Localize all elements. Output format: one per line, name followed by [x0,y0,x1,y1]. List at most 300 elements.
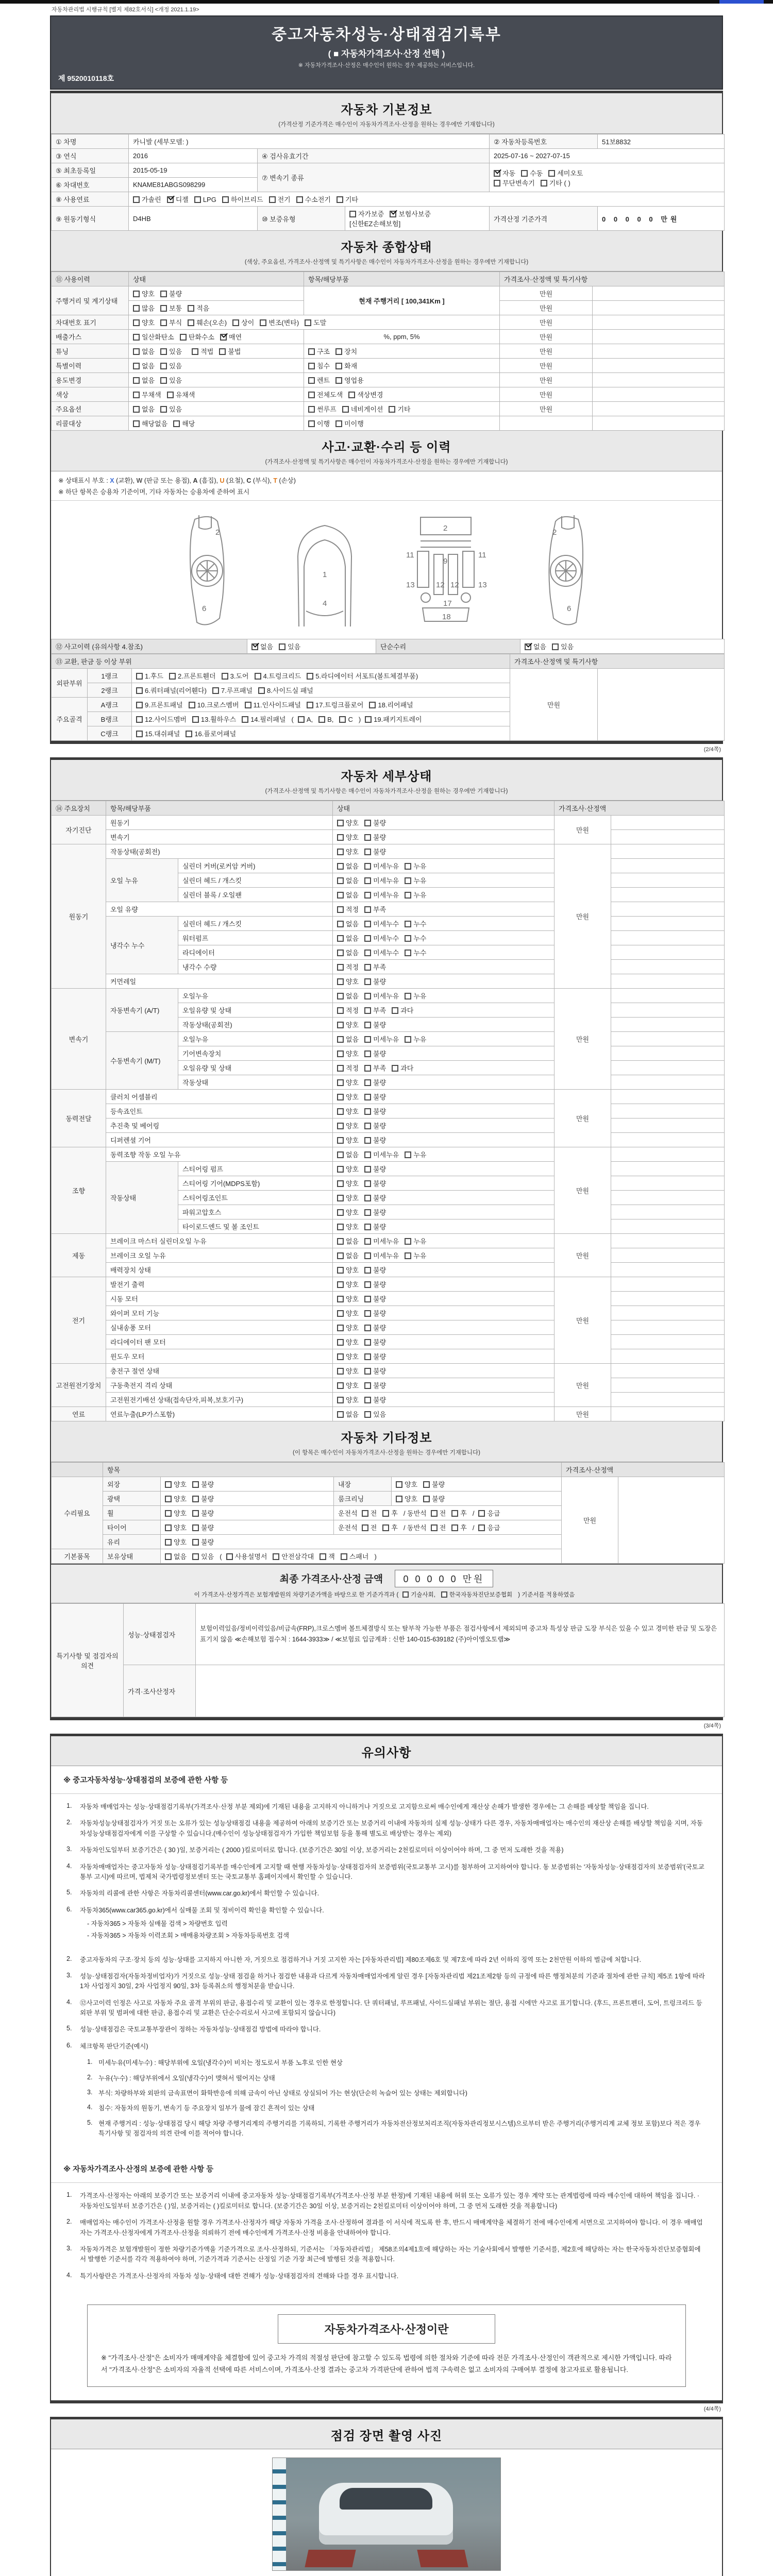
checkbox-option[interactable] [541,178,570,188]
checkbox-icon[interactable] [245,702,251,708]
checkbox-option[interactable] [341,1551,369,1561]
checkbox-icon[interactable] [423,1481,430,1488]
checkbox-icon[interactable] [364,1195,371,1201]
checkbox-option[interactable] [364,846,386,856]
checkbox-icon[interactable] [364,892,371,899]
checkbox-option[interactable] [478,1508,500,1518]
checkbox-option[interactable] [364,1106,386,1116]
checkbox-option[interactable] [337,1020,359,1029]
checkbox-option[interactable] [364,1236,399,1246]
checkbox-icon[interactable] [348,392,355,398]
checkbox-option[interactable] [364,1380,386,1390]
checkbox-option[interactable] [405,933,426,943]
checkbox-icon[interactable] [305,319,311,326]
checkbox-icon[interactable] [541,180,547,187]
checkbox-icon[interactable] [405,877,411,884]
checkbox-option[interactable] [423,1479,445,1489]
checkbox-icon[interactable] [364,1065,371,1072]
checkbox-option[interactable] [402,1590,435,1599]
checkbox-icon[interactable] [337,964,344,971]
checkbox-icon[interactable] [364,1079,371,1086]
checkbox-option[interactable] [337,1279,359,1289]
checkbox-option[interactable] [189,700,239,709]
checkbox-icon[interactable] [160,348,167,355]
checkbox-option[interactable] [133,404,155,414]
checkbox-option[interactable] [192,346,213,356]
checkbox-icon[interactable] [341,1553,347,1560]
checkbox-option[interactable] [364,890,399,900]
checkbox-option[interactable] [396,1479,417,1489]
checkbox-icon[interactable] [337,978,344,985]
checkbox-option[interactable] [364,1135,386,1145]
checkbox-icon[interactable] [364,950,371,956]
checkbox-icon[interactable] [337,1238,344,1245]
checkbox-option[interactable] [364,1265,386,1275]
checkbox-icon[interactable] [364,1411,371,1418]
checkbox-icon[interactable] [337,1325,344,1331]
checkbox-option[interactable] [335,346,357,356]
checkbox-icon[interactable] [133,406,140,413]
checkbox-icon[interactable] [337,1151,344,1158]
checkbox-icon[interactable] [552,643,559,650]
checkbox-icon[interactable] [405,863,411,870]
checkbox-icon[interactable] [133,363,140,369]
checkbox-icon[interactable] [160,363,167,369]
checkbox-option[interactable] [548,168,583,178]
checkbox-option[interactable] [188,317,227,327]
checkbox-icon[interactable] [337,1382,344,1389]
checkbox-option[interactable] [255,671,301,681]
checkbox-icon[interactable] [160,319,167,326]
checkbox-icon[interactable] [405,1151,411,1158]
checkbox-icon[interactable] [405,935,411,942]
checkbox-option[interactable] [337,1149,359,1159]
checkbox-option[interactable] [337,933,359,943]
checkbox-option[interactable] [318,716,333,723]
checkbox-option[interactable] [392,1005,413,1015]
checkbox-option[interactable] [369,700,413,709]
checkbox-option[interactable] [337,890,359,900]
checkbox-option[interactable] [405,861,426,871]
checkbox-option[interactable] [337,1250,359,1260]
checkbox-icon[interactable] [402,1591,409,1598]
checkbox-icon[interactable] [339,716,346,723]
checkbox-icon[interactable] [337,993,344,999]
checkbox-option[interactable] [364,1178,386,1188]
checkbox-icon[interactable] [405,1252,411,1259]
checkbox-option[interactable] [226,1551,267,1561]
checkbox-icon[interactable] [212,687,219,694]
checkbox-option[interactable] [364,818,386,827]
checkbox-option[interactable] [337,1294,359,1303]
checkbox-option[interactable] [552,641,574,651]
checkbox-option[interactable] [337,1337,359,1347]
checkbox-option[interactable] [269,194,291,204]
checkbox-icon[interactable] [169,673,176,680]
checkbox-icon[interactable] [494,180,500,187]
checkbox-icon[interactable] [337,1065,344,1072]
checkbox-option[interactable] [160,375,182,385]
checkbox-option[interactable] [349,209,384,218]
checkbox-option[interactable] [364,1164,386,1174]
checkbox-icon[interactable] [160,406,167,413]
checkbox-icon[interactable] [189,702,195,708]
checkbox-option[interactable] [389,404,410,414]
checkbox-option[interactable] [364,1121,386,1130]
checkbox-option[interactable] [160,346,182,356]
checkbox-option[interactable] [296,194,331,204]
checkbox-option[interactable] [133,317,155,327]
checkbox-icon[interactable] [186,731,192,737]
checkbox-icon[interactable] [337,1252,344,1259]
checkbox-icon[interactable] [133,334,140,341]
checkbox-icon[interactable] [192,348,198,355]
checkbox-icon[interactable] [369,702,376,708]
checkbox-option[interactable] [307,671,418,681]
checkbox-icon[interactable] [160,377,167,384]
checkbox-icon[interactable] [441,1591,447,1598]
checkbox-option[interactable] [335,361,357,370]
checkbox-icon[interactable] [337,1397,344,1403]
checkbox-icon[interactable] [364,978,371,985]
checkbox-icon[interactable] [160,305,167,312]
checkbox-icon[interactable] [364,1339,371,1346]
checkbox-checked-icon[interactable] [525,643,531,650]
checkbox-option[interactable] [339,716,352,723]
checkbox-icon[interactable] [337,1368,344,1375]
checkbox-icon[interactable] [364,1281,371,1288]
checkbox-icon[interactable] [364,1108,371,1115]
checkbox-option[interactable] [423,1494,445,1503]
checkbox-option[interactable] [337,1222,359,1231]
checkbox-icon[interactable] [136,673,143,680]
checkbox-icon[interactable] [335,348,342,355]
checkbox-icon[interactable] [364,1050,371,1057]
checkbox-option[interactable] [337,818,359,827]
checkbox-icon[interactable] [337,1411,344,1418]
checkbox-icon[interactable] [364,1022,371,1028]
checkbox-icon[interactable] [136,731,143,737]
checkbox-option[interactable] [364,1222,386,1231]
checkbox-option[interactable] [405,1034,426,1044]
checkbox-option[interactable] [308,389,343,399]
checkbox-icon[interactable] [405,921,411,927]
checkbox-option[interactable] [167,389,195,399]
checkbox-icon[interactable] [173,420,180,427]
checkbox-option[interactable] [192,1494,214,1503]
checkbox-option[interactable] [251,641,273,651]
checkbox-icon[interactable] [269,196,276,203]
checkbox-icon[interactable] [337,820,344,826]
checkbox-icon[interactable] [133,291,140,297]
checkbox-option[interactable] [212,685,253,695]
checkbox-icon[interactable] [364,1036,371,1043]
checkbox-option[interactable] [298,716,313,723]
checkbox-icon[interactable] [337,1137,344,1144]
checkbox-option[interactable] [521,168,543,178]
checkbox-icon[interactable] [431,1510,438,1517]
checkbox-option[interactable] [451,1522,467,1532]
checkbox-icon[interactable] [165,1524,172,1531]
checkbox-option[interactable] [337,1005,359,1015]
checkbox-icon[interactable] [165,1510,172,1517]
checkbox-icon[interactable] [382,1510,389,1517]
checkbox-icon[interactable] [337,1123,344,1129]
checkbox-option[interactable] [136,700,183,709]
checkbox-icon[interactable] [273,1553,279,1560]
checkbox-icon[interactable] [337,834,344,841]
checkbox-option[interactable] [337,1135,359,1145]
checkbox-option[interactable] [133,289,155,298]
checkbox-option[interactable] [165,1537,187,1547]
checkbox-option[interactable] [165,1522,187,1532]
checkbox-icon[interactable] [451,1524,458,1531]
checkbox-icon[interactable] [337,877,344,884]
checkbox-option[interactable] [405,1250,426,1260]
checkbox-option[interactable] [337,1121,359,1130]
checkbox-option[interactable] [136,685,207,695]
checkbox-icon[interactable] [364,1151,371,1158]
checkbox-option[interactable] [364,904,386,914]
checkbox-option[interactable] [390,209,431,218]
checkbox-option[interactable] [364,861,399,871]
checkbox-icon[interactable] [337,1310,344,1317]
checkbox-option[interactable] [335,418,364,428]
checkbox-option[interactable] [405,991,426,1001]
checkbox-checked-icon[interactable] [390,211,396,217]
checkbox-icon[interactable] [219,348,226,355]
checkbox-option[interactable] [308,361,330,370]
checkbox-option[interactable] [194,196,216,204]
checkbox-icon[interactable] [255,673,261,680]
checkbox-option[interactable] [364,919,399,928]
checkbox-icon[interactable] [362,1510,368,1517]
checkbox-option[interactable] [192,1479,214,1489]
checkbox-option[interactable] [364,1063,386,1073]
checkbox-icon[interactable] [364,1382,371,1389]
checkbox-option[interactable] [160,361,182,370]
checkbox-icon[interactable] [364,849,371,855]
checkbox-icon[interactable] [364,1123,371,1129]
checkbox-icon[interactable] [364,1397,371,1403]
checkbox-icon[interactable] [364,1267,371,1274]
checkbox-option[interactable] [192,1522,214,1532]
checkbox-icon[interactable] [364,1094,371,1100]
checkbox-option[interactable] [337,904,359,914]
checkbox-option[interactable] [308,404,337,414]
checkbox-icon[interactable] [364,1166,371,1173]
checkbox-option[interactable] [337,991,359,1001]
checkbox-option[interactable] [441,1590,512,1599]
checkbox-option[interactable] [160,404,182,414]
checkbox-icon[interactable] [364,863,371,870]
checkbox-icon[interactable] [337,863,344,870]
checkbox-option[interactable] [364,1250,399,1260]
checkbox-icon[interactable] [192,1553,199,1560]
checkbox-icon[interactable] [405,950,411,956]
checkbox-icon[interactable] [396,1496,402,1502]
checkbox-option[interactable] [136,714,187,724]
checkbox-icon[interactable] [364,906,371,913]
checkbox-icon[interactable] [364,964,371,971]
checkbox-option[interactable] [165,1479,187,1489]
checkbox-icon[interactable] [521,170,528,177]
checkbox-option[interactable] [222,671,249,681]
checkbox-icon[interactable] [364,1180,371,1187]
checkbox-icon[interactable] [318,716,325,723]
checkbox-option[interactable] [186,728,236,738]
checkbox-icon[interactable] [478,1510,485,1517]
checkbox-option[interactable] [133,418,167,428]
checkbox-option[interactable] [348,389,383,399]
checkbox-option[interactable] [136,671,163,681]
checkbox-icon[interactable] [165,1539,172,1546]
checkbox-icon[interactable] [188,319,194,326]
checkbox-icon[interactable] [222,673,228,680]
checkbox-option[interactable] [478,1522,500,1532]
checkbox-icon[interactable] [226,1553,233,1560]
checkbox-option[interactable] [364,1020,386,1029]
checkbox-icon[interactable] [337,849,344,855]
checkbox-icon[interactable] [337,1353,344,1360]
checkbox-option[interactable] [232,317,254,327]
checkbox-icon[interactable] [192,716,199,723]
checkbox-option[interactable] [364,991,399,1001]
checkbox-icon[interactable] [337,1166,344,1173]
checkbox-option[interactable] [405,890,426,900]
checkbox-icon[interactable] [364,935,371,942]
checkbox-icon[interactable] [364,1209,371,1216]
checkbox-option[interactable] [337,962,359,972]
checkbox-option[interactable] [364,832,386,842]
checkbox-icon[interactable] [337,1007,344,1014]
checkbox-icon[interactable] [364,820,371,826]
checkbox-icon[interactable] [307,673,313,680]
checkbox-option[interactable] [364,1034,399,1044]
checkbox-option[interactable] [337,919,359,928]
checkbox-option[interactable] [337,947,359,957]
checkbox-icon[interactable] [335,377,342,384]
checkbox-icon[interactable] [192,1524,199,1531]
checkbox-option[interactable] [364,1207,386,1217]
checkbox-icon[interactable] [337,1108,344,1115]
checkbox-icon[interactable] [337,906,344,913]
checkbox-icon[interactable] [192,1510,199,1517]
checkbox-icon[interactable] [337,892,344,899]
checkbox-option[interactable] [364,1077,386,1087]
checkbox-option[interactable] [364,1308,386,1318]
checkbox-icon[interactable] [337,1339,344,1346]
checkbox-option[interactable] [133,375,155,385]
checkbox-option[interactable] [337,1366,359,1376]
checkbox-option[interactable] [337,846,359,856]
checkbox-icon[interactable] [232,319,239,326]
checkbox-option[interactable] [133,303,155,313]
checkbox-option[interactable] [337,1380,359,1390]
checkbox-option[interactable] [364,1005,386,1015]
checkbox-icon[interactable] [133,319,140,326]
checkbox-option[interactable] [364,1092,386,1101]
checkbox-icon[interactable] [392,1065,398,1072]
checkbox-option[interactable] [337,875,359,885]
checkbox-icon[interactable] [194,196,201,203]
checkbox-icon[interactable] [335,420,342,427]
checkbox-option[interactable] [133,346,155,356]
checkbox-icon[interactable] [364,1368,371,1375]
checkbox-option[interactable] [337,1063,359,1073]
checkbox-icon[interactable] [296,196,303,203]
checkbox-icon[interactable] [478,1524,485,1531]
checkbox-icon[interactable] [308,348,315,355]
checkbox-option[interactable] [133,389,161,399]
checkbox-option[interactable] [337,1077,359,1087]
checkbox-icon[interactable] [192,1539,199,1546]
checkbox-icon[interactable] [337,1094,344,1100]
checkbox-icon[interactable] [405,892,411,899]
checkbox-option[interactable] [364,933,399,943]
checkbox-icon[interactable] [423,1496,430,1502]
checkbox-icon[interactable] [364,877,371,884]
checkbox-option[interactable] [337,861,359,871]
checkbox-icon[interactable] [337,1036,344,1043]
checkbox-icon[interactable] [133,348,140,355]
checkbox-option[interactable] [133,361,155,370]
checkbox-option[interactable] [382,1522,398,1532]
checkbox-option[interactable] [136,728,180,738]
checkbox-icon[interactable] [308,392,315,398]
checkbox-option[interactable] [180,332,214,342]
checkbox-checked-icon[interactable] [251,643,258,650]
checkbox-option[interactable] [365,714,422,724]
checkbox-option[interactable] [364,1048,386,1058]
checkbox-option[interactable] [335,375,364,385]
checkbox-option[interactable] [405,1149,426,1159]
checkbox-icon[interactable] [133,305,140,312]
checkbox-icon[interactable] [396,1481,402,1488]
checkbox-option[interactable] [364,1323,386,1332]
checkbox-icon[interactable] [133,420,140,427]
checkbox-option[interactable] [364,1294,386,1303]
checkbox-icon[interactable] [337,1022,344,1028]
checkbox-checked-icon[interactable] [167,196,174,203]
checkbox-checked-icon[interactable] [494,170,500,177]
checkbox-icon[interactable] [165,1496,172,1502]
checkbox-icon[interactable] [365,716,372,723]
checkbox-icon[interactable] [308,377,315,384]
checkbox-icon[interactable] [364,1224,371,1230]
checkbox-option[interactable] [494,178,535,188]
checkbox-option[interactable] [405,947,426,957]
checkbox-icon[interactable] [364,1310,371,1317]
checkbox-option[interactable] [220,332,242,342]
checkbox-option[interactable] [337,1236,359,1246]
checkbox-icon[interactable] [405,993,411,999]
checkbox-icon[interactable] [405,1036,411,1043]
checkbox-icon[interactable] [258,687,265,694]
checkbox-icon[interactable] [342,406,349,413]
checkbox-icon[interactable] [136,687,143,694]
checkbox-option[interactable] [188,303,209,313]
checkbox-option[interactable] [308,418,330,428]
checkbox-option[interactable] [192,1508,214,1518]
checkbox-icon[interactable] [364,1296,371,1302]
checkbox-option[interactable] [167,194,189,204]
checkbox-option[interactable] [307,700,363,709]
checkbox-icon[interactable] [298,716,305,723]
checkbox-icon[interactable] [389,406,395,413]
checkbox-icon[interactable] [136,716,143,723]
checkbox-option[interactable] [133,194,161,204]
